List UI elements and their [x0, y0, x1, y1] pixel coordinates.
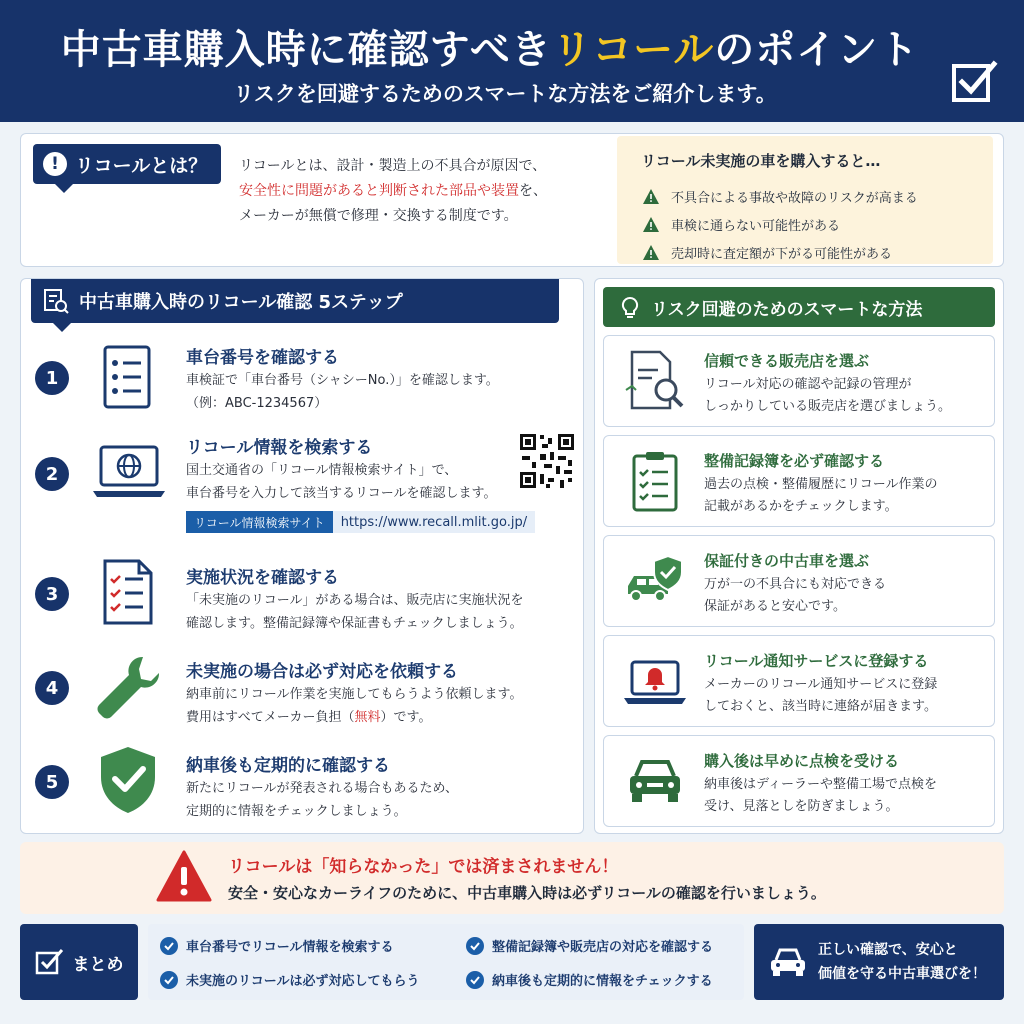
step-text: 新たにリコールが発表される場合もあるため、 定期的に情報をチェックしましょう。	[186, 781, 458, 819]
lightbulb-icon	[619, 295, 641, 319]
document-search-icon	[43, 288, 69, 314]
method-notification-service	[603, 635, 995, 727]
steps-section	[20, 278, 584, 834]
check-circle-icon	[466, 971, 484, 989]
smart-methods-section	[594, 278, 1004, 834]
risk-item: 不具合による事故や故障のリスクが高まる	[643, 182, 918, 210]
method-title: 整備記録簿を必ず確認する	[704, 452, 885, 470]
warning-icon	[156, 850, 212, 902]
summary-cta-text: 正しい確認で、安心と 価値を守る中古車選びを！	[818, 942, 986, 982]
header	[0, 0, 1024, 122]
summary-item: 納車後も定期的に情報をチェックする	[466, 970, 713, 989]
step-number: 3	[35, 577, 69, 611]
method-early-inspection	[603, 735, 995, 827]
step-text: 「未実施のリコール」がある場合は、販売店に実施状況を 確認します。整備記録簿や保証書もチェックしましょう。	[186, 593, 524, 631]
method-text: 過去の点検・整備履歴にリコール作業の 記載があるかをチェックします。	[704, 477, 938, 514]
summary-cta	[754, 924, 1004, 1000]
step-number: 1	[35, 361, 69, 395]
what-is-recall-text: リコールとは、設計・製造上の不具合が原因で、 安全性に問題があると判断された部品や装置を、 メーカーが無償で修理・交換する制度です。	[239, 158, 547, 224]
checkbox-icon	[35, 947, 65, 977]
risk-item: 売却時に査定額が下がる可能性がある	[643, 238, 918, 266]
warning-text: 安全・安心なカーライフのために、中古車購入時は必ずリコールの確認を行いましょう。	[228, 884, 826, 902]
summary-item: 整備記録簿や販売店の対応を確認する	[466, 936, 713, 955]
risk-title: リコール未実施の車を購入すると…	[641, 152, 881, 170]
method-maintenance-record	[603, 435, 995, 527]
recall-site-link[interactable]	[186, 511, 535, 533]
warning-icon	[643, 217, 659, 232]
check-circle-icon	[160, 937, 178, 955]
step-text: 車検証で「車台番号（シャシーNo.）」を確認します。 （例：ABC-1234567）	[186, 373, 499, 411]
summary-label: まとめ	[20, 924, 138, 1000]
step-title: 車台番号を確認する	[186, 348, 339, 368]
steps-heading: 中古車購入時のリコール確認 5ステップ	[31, 279, 559, 323]
laptop-globe-icon	[89, 439, 169, 509]
page-title: 中古車購入時に確認すべきリコールのポイント	[60, 27, 920, 73]
summary-item: 車台番号でリコール情報を検索する	[160, 936, 393, 955]
document-magnifier-icon	[622, 348, 688, 414]
url-text[interactable]: https://www.recall.mlit.go.jp/	[333, 511, 535, 533]
step-text: 納車前にリコール作業を実施してもらうよう依頼します。 費用はすべてメーカー負担（無料）です。	[186, 687, 523, 725]
step-title: リコール情報を検索する	[186, 438, 373, 458]
wrench-icon	[93, 653, 163, 723]
summary-item: 未実施のリコールは必ず対応してもらう	[160, 970, 419, 989]
method-trusted-dealer	[603, 335, 995, 427]
what-is-recall-section	[20, 133, 1004, 267]
check-circle-icon	[466, 937, 484, 955]
qr-code[interactable]	[518, 432, 576, 490]
risk-list	[643, 182, 918, 266]
check-circle-icon	[160, 971, 178, 989]
step-number: 2	[35, 457, 69, 491]
page-subtitle: リスクを回避するためのスマートな方法をご紹介します。	[233, 82, 777, 106]
summary-items	[148, 924, 744, 1000]
method-title: 保証付きの中古車を選ぶ	[704, 552, 870, 570]
method-text: 万が一の不具合にも対応できる 保証があると安心です。	[704, 577, 887, 614]
check-document-icon	[93, 557, 163, 627]
clipboard-check-icon	[622, 448, 688, 514]
method-text: リコール対応の確認や記録の管理が しっかりしている販売店を選びましょう。	[704, 377, 952, 414]
step-title: 未実施の場合は必ず対応を依頼する	[186, 662, 458, 682]
url-label: リコール情報検索サイト	[186, 511, 333, 533]
method-title: 信頼できる販売店を選ぶ	[704, 352, 870, 370]
car-shield-icon	[622, 548, 688, 614]
method-warranty	[603, 535, 995, 627]
method-text: メーカーのリコール通知サービスに登録 しておくと、該当時に連絡が届きます。	[704, 677, 938, 714]
method-title: 購入後は早めに点検を受ける	[704, 752, 900, 770]
risk-item: 車検に通らない可能性がある	[643, 210, 918, 238]
car-icon	[768, 946, 808, 978]
method-title: リコール通知サービスに登録する	[704, 652, 929, 670]
warning-icon	[643, 245, 659, 260]
car-icon	[622, 748, 688, 814]
smart-methods-heading: リスク回避のためのスマートな方法	[603, 287, 995, 327]
method-text: 納車後はディーラーや整備工場で点検を 受け、見落としを防ぎましょう。	[704, 777, 937, 814]
checkbox-icon	[950, 58, 998, 106]
warning-icon	[643, 189, 659, 204]
risk-box	[617, 136, 993, 264]
shield-check-icon	[93, 745, 163, 815]
what-is-recall-tag: ! リコールとは？	[33, 144, 221, 184]
step-title: 実施状況を確認する	[186, 568, 339, 588]
step-number: 4	[35, 671, 69, 705]
checklist-icon	[93, 343, 163, 413]
warning-title: リコールは「知らなかった」では済まされません！	[228, 857, 619, 877]
step-title: 納車後も定期的に確認する	[186, 756, 390, 776]
exclamation-icon: !	[43, 152, 67, 176]
warning-banner	[20, 842, 1004, 914]
step-number: 5	[35, 765, 69, 799]
step-text: 国土交通省の「リコール情報検索サイト」で、 車台番号を入力して該当するリコールを確認します。	[186, 463, 497, 501]
laptop-bell-icon	[622, 648, 688, 714]
